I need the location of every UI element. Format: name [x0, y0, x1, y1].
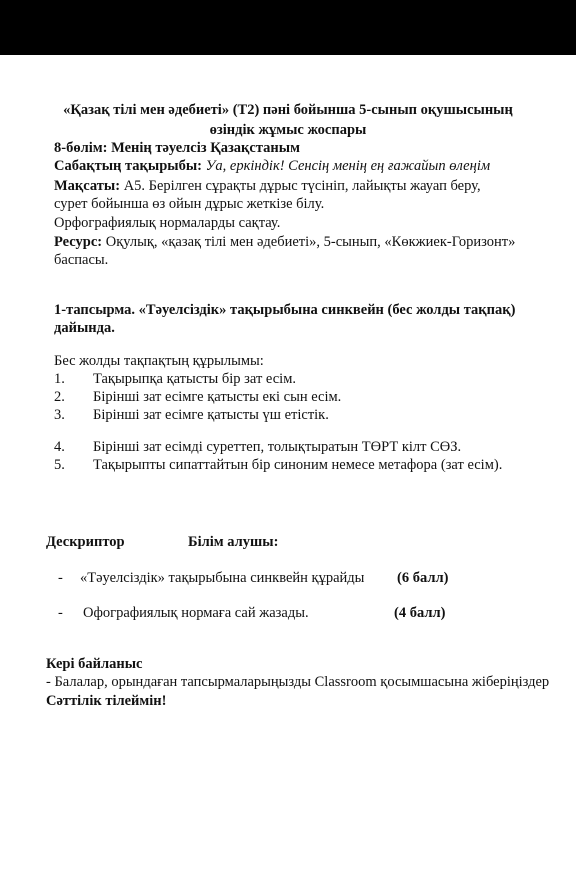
list-item: Бірінші зат есімге қатысты үш етістік. [93, 407, 329, 423]
topic-line [54, 157, 490, 175]
goal-text-3: Орфографиялық нормаларды сақтау. [54, 215, 281, 231]
topic-value: Уа, еркіндік! Сенсің менің ең ғажайып өлеңім [205, 158, 491, 174]
list-item: Бірінші зат есімді суреттеп, толықтыратын ТӨРТ кілт СӨЗ. [93, 439, 462, 455]
goal-line [54, 177, 481, 195]
document-title-line-1: «Қазақ тілі мен әдебиеті» (Т2) пәні бойынша 5-сынып оқушысының [63, 102, 513, 118]
goal-text-1: А5. Берілген сұрақты дұрыс түсініп, лайықты жауап беру, [120, 178, 481, 194]
list-item-number: 1. [54, 371, 65, 387]
goal-label: Мақсаты: [54, 178, 121, 194]
descriptor-row-text: Офографиялық нормаға сай жазады. [83, 605, 309, 621]
descriptor-row-dash: - [58, 570, 63, 586]
descriptor-row-points: (6 балл) [397, 570, 449, 586]
descriptor-label: Дескриптор [46, 534, 125, 550]
document-page [0, 55, 576, 896]
top-black-bar [0, 0, 576, 55]
feedback-title: Кері байланыс [46, 656, 143, 672]
task-heading-line-2: дайында. [54, 320, 115, 336]
list-item-number: 2. [54, 389, 65, 405]
section-heading: 8-бөлім: Менің тәуелсіз Қазақстаным [54, 140, 300, 156]
task-heading-line-1: 1-тапсырма. «Тәуелсіздік» тақырыбына синквейн (бес жолды тақпақ) [54, 302, 516, 318]
list-item: Тақырыпқа қатысты бір зат есім. [93, 371, 296, 387]
descriptor-row-text: «Тәуелсіздік» тақырыбына синквейн құрайды [80, 570, 365, 586]
list-item: Бірінші зат есімге қатысты екі сын есім. [93, 389, 342, 405]
list-item-number: 5. [54, 457, 65, 473]
resource-line [54, 233, 515, 251]
resource-label: Ресурс: [54, 234, 103, 250]
list-item-number: 3. [54, 407, 65, 423]
goal-text-2: сурет бойынша өз ойын дұрыс жеткізе білу. [54, 196, 325, 212]
list-item: Тақырыпты сипаттайтын бір синоним немесе метафора (зат есім). [93, 457, 503, 473]
topic-label: Сабақтың тақырыбы: [54, 158, 203, 174]
resource-text-1: Оқулық, «қазақ тілі мен әдебиеті», 5-сынып, «Көкжиек-Горизонт» [102, 234, 516, 250]
closing-wish: Сәттілік тілеймін! [46, 693, 167, 709]
learner-label: Білім алушы: [188, 534, 279, 550]
structure-title: Бес жолды тақпақтың құрылымы: [54, 353, 264, 369]
list-item-number: 4. [54, 439, 65, 455]
resource-text-2: баспасы. [54, 252, 109, 268]
document-title-line-2: өзіндік жұмыс жоспары [209, 122, 367, 138]
descriptor-row-points: (4 балл) [394, 605, 446, 621]
feedback-text: - Балалар, орындаған тапсырмаларыңызды Classroom қосымшасына жіберіңіздер [46, 674, 550, 690]
descriptor-row-dash: - [58, 605, 63, 621]
